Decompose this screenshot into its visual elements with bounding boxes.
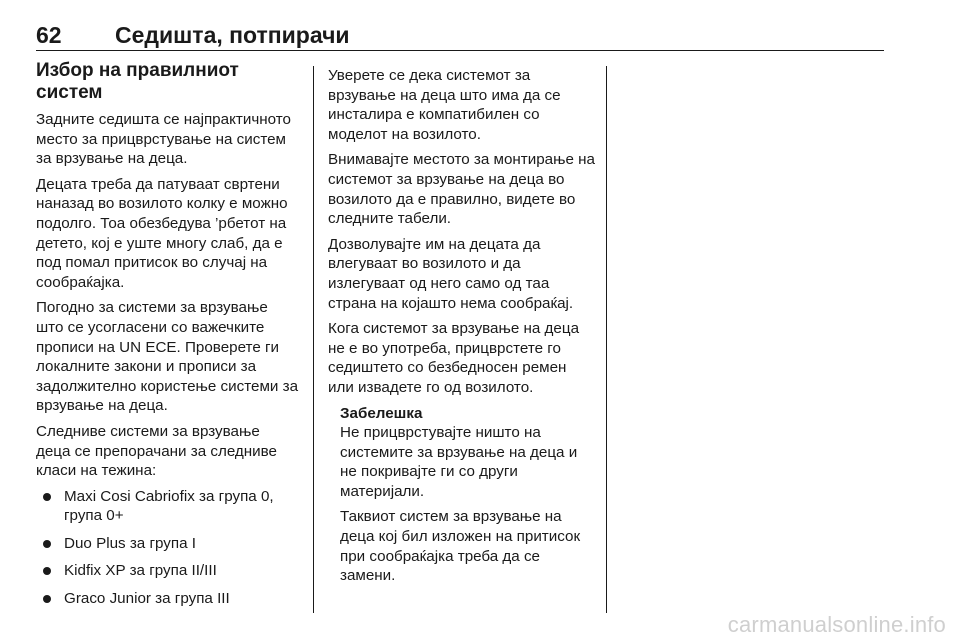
paragraph: Кога системот за врзување на деца не е во употреба, прицврстете го седиштето со безбедносен ремен или извадете го од возилото. [328, 320, 580, 396]
paragraph: Децата треба да патуваат свртени наназад во возилото колку е можно подолго. Тоа обезбедува ’рбетот на детето, кој е уште многу слаб, да е под помал притисок во случај на сообраќајка. [36, 175, 288, 291]
watermark: carmanualsonline.info [727, 612, 946, 637]
list-item [36, 534, 298, 554]
column-divider [313, 66, 314, 613]
chapter-title: Седишта, потпирачи [115, 22, 350, 48]
paragraph: Уверете се дека системот за врзување на деца што има да се инсталира е компатибилен со моделот на возилото. [328, 67, 561, 143]
paragraph: Внимавајте местото за монтирање на системот за врзување на деца во возилото да е правилно, видете во следните табели. [328, 151, 595, 228]
note-title: Забелешка [340, 404, 423, 422]
bullet-icon [43, 567, 51, 575]
paragraph: Погодно за системи за врзување што се усогласени со важечките прописи на UN ECE. Проверете ги локалните закони и прописи за задолжително користење системи за врзување на деца. [36, 299, 299, 415]
bullet-icon [43, 595, 51, 603]
left-column [36, 60, 298, 617]
bullet-icon [43, 493, 51, 501]
paragraph: Задните седишта се најпрактичното место за прицврстување на систем за врзување на деца. [36, 111, 291, 168]
list-item-text: Kidfix XP за група II/III [64, 562, 217, 580]
list-item-text: Maxi Cosi Cabriofix за група 0, група 0+ [64, 487, 274, 525]
page-number: 62 [36, 22, 62, 48]
column-divider [606, 66, 607, 613]
list-item-text: Duo Plus за група I [64, 534, 196, 552]
note-paragraph: Таквиот систем за врзување на деца кој бил изложен на притисок при сообраќајка треба да се замени. [340, 508, 581, 585]
list-item-text: Graco Junior за група III [64, 590, 230, 608]
paragraph: Дозволувајте им на децата да влегуваат во возилото и да излегуваат од него само од таа страна на којашто нема сообраќај. [328, 235, 574, 312]
list-item [36, 487, 298, 526]
seat-list [36, 487, 298, 609]
paragraph: Следниве системи за врзување деца се препорачани за следниве класи на тежина: [36, 422, 278, 480]
bullet-icon [43, 540, 51, 548]
note-box [340, 404, 596, 586]
page-header [36, 22, 884, 50]
note-paragraph: Не прицврстувајте ништо на системите за врзување на деца и не покривајте ги со други материјали. [340, 424, 578, 500]
header-rule [36, 50, 884, 51]
list-item [36, 561, 298, 581]
section-title: Избор на правилниот систем [36, 60, 239, 103]
list-item [36, 589, 298, 609]
middle-column [328, 66, 596, 592]
